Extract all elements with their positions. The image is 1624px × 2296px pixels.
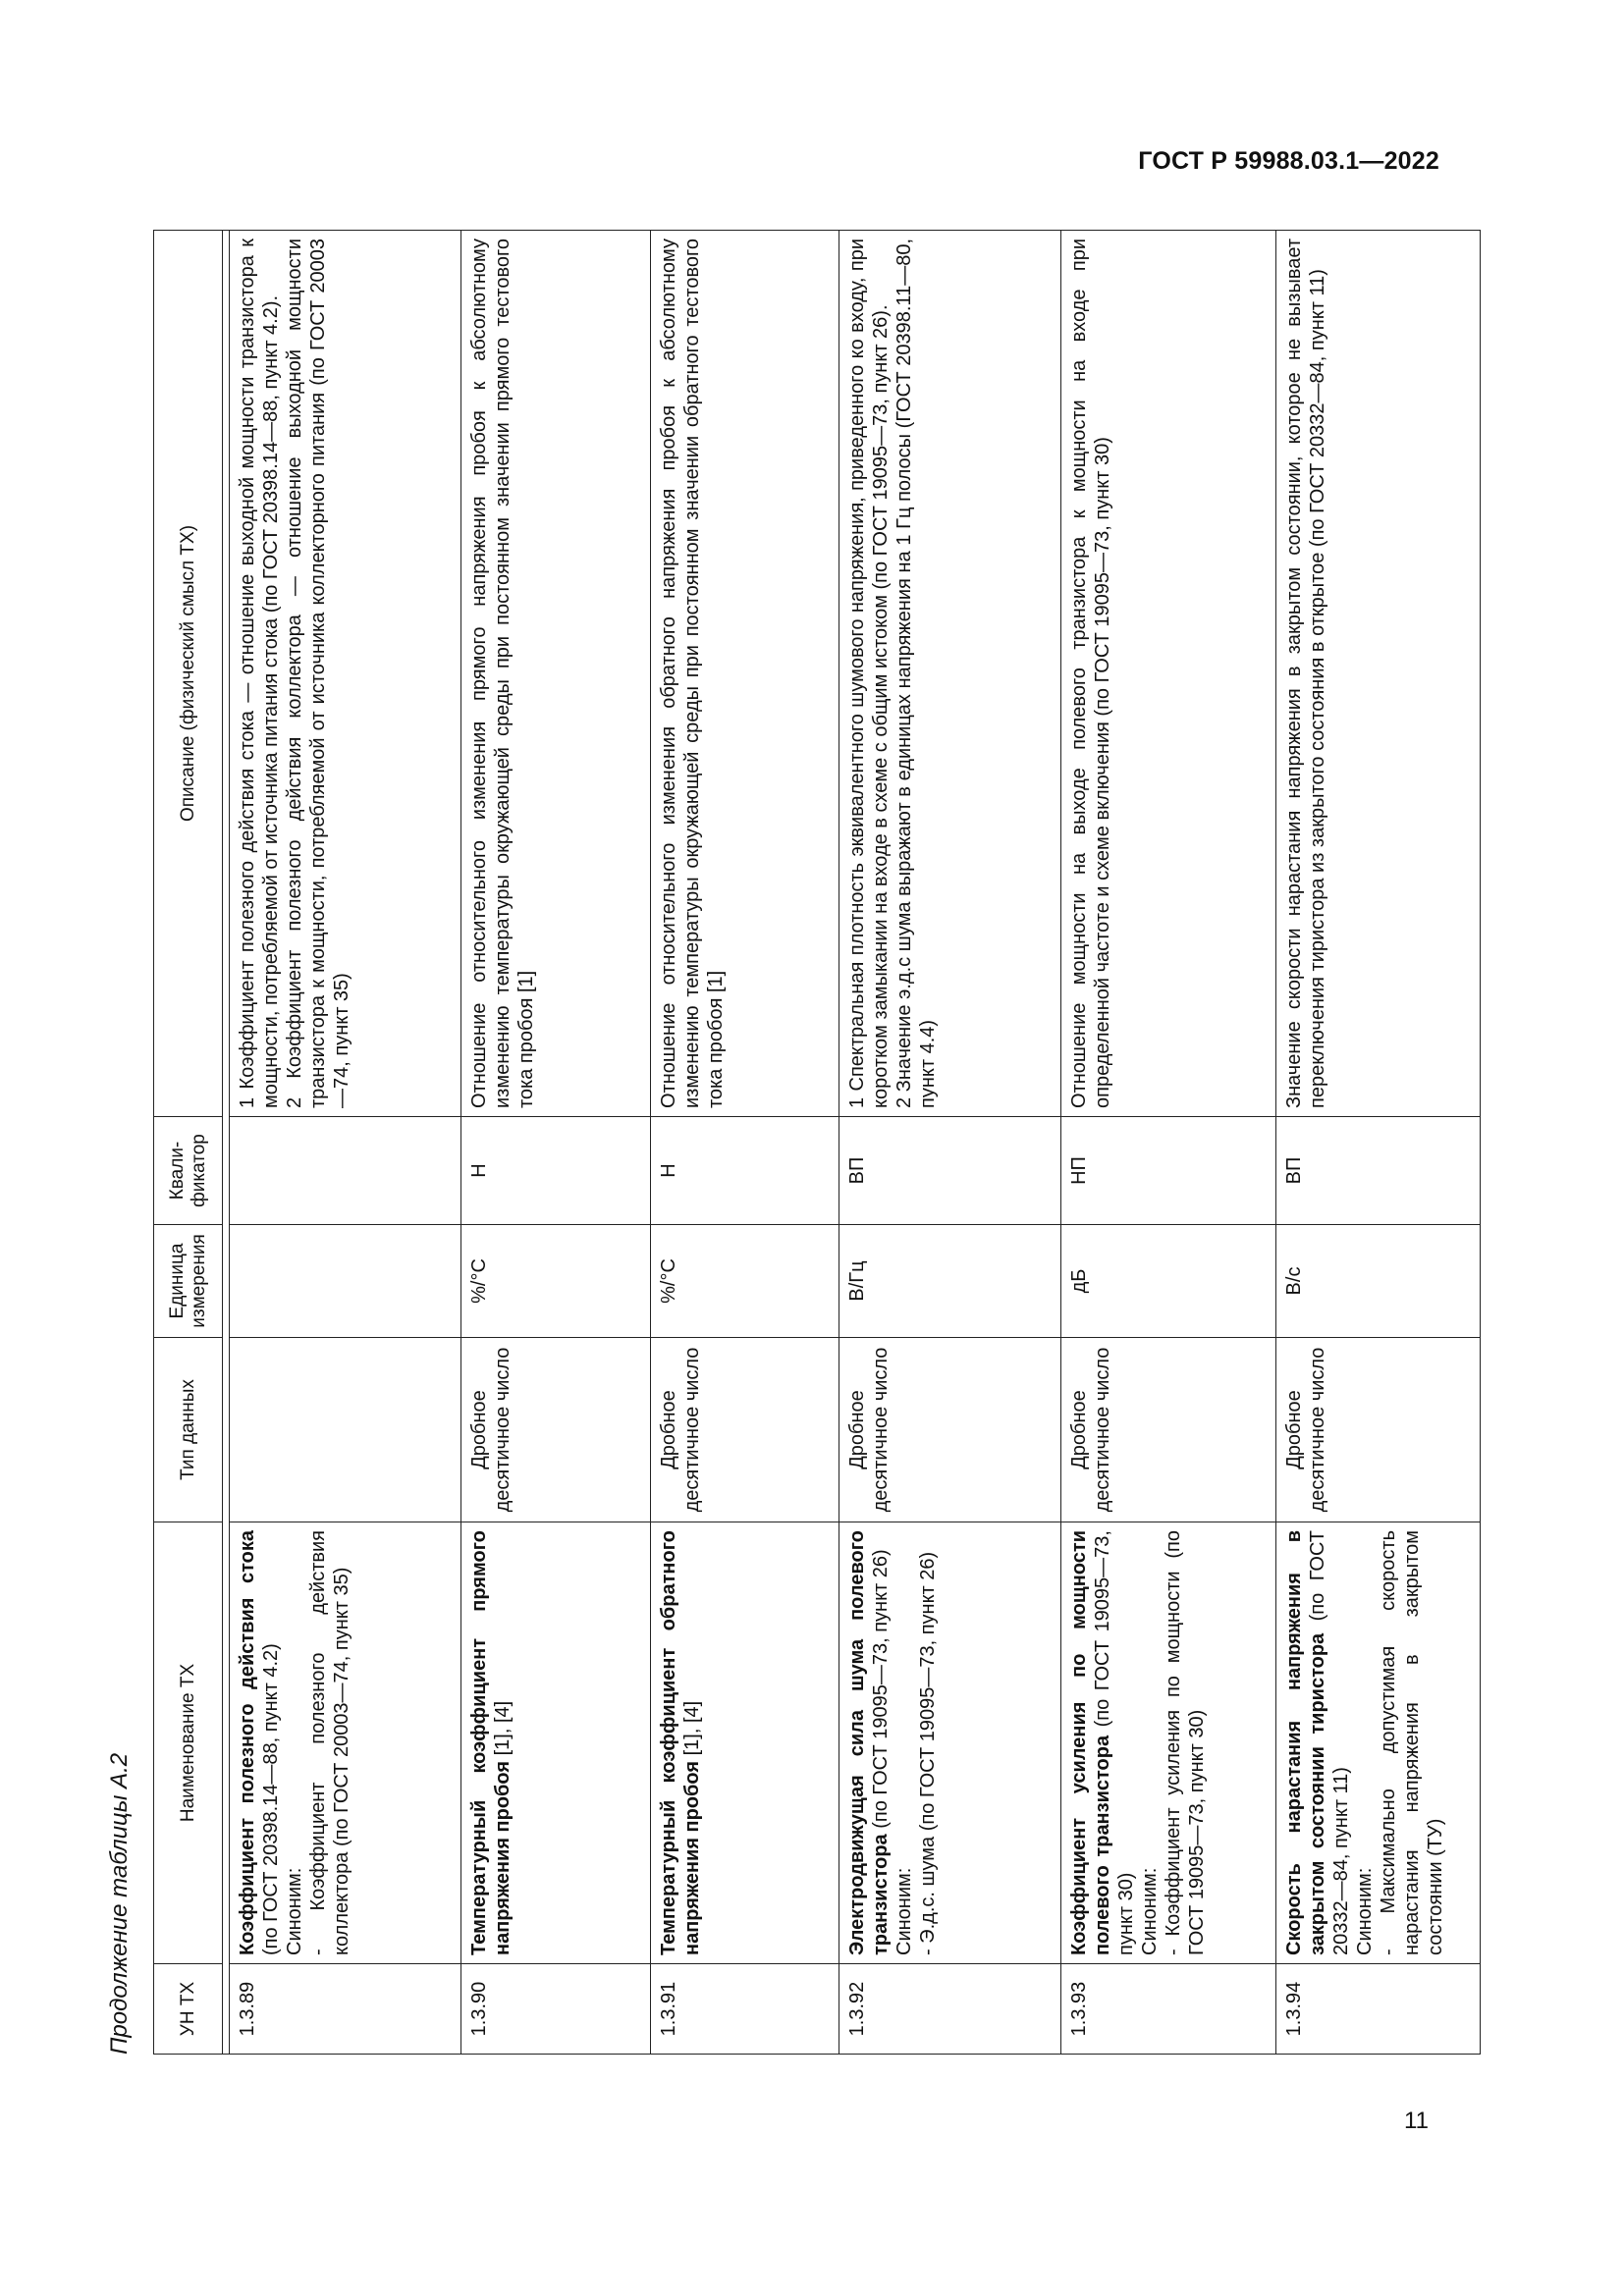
description-paragraph: 2 Коэффициент полезного действия коллектора — отношение выходной мощности транзистора к мощности, потребляемой от источника коллекторного питания (по ГОСТ 20003—74, пункт 35) <box>284 239 352 1108</box>
synonym-label: Синоним: <box>1353 1867 1376 1955</box>
row-name-cell <box>230 1522 461 1964</box>
row-name <box>1282 1530 1353 1955</box>
row-qualifier-cell: ВП <box>1275 1117 1480 1225</box>
document-code: ГОСТ Р 59988.03.1—2022 <box>1138 147 1439 175</box>
row-code-cell: 1.3.89 <box>230 1964 461 2055</box>
row-name-bold: Скорость нарастания напряжения в закрытом состоянии тиристора <box>1282 1530 1328 1955</box>
synonym-label: Синоним: <box>1139 1867 1162 1955</box>
row-description-cell <box>461 231 650 1117</box>
row-name-reference: (по ГОСТ 19095—73, пункт 26) <box>869 1549 892 1835</box>
row-name-reference: (по ГОСТ 20398.14—88, пункт 4.2) <box>260 1643 282 1955</box>
synonym-item: - Коэффициент полезного действия коллектора (по ГОСТ 20003—74, пункт 35) <box>307 1530 352 1955</box>
row-qualifier-cell: ВП <box>839 1117 1060 1225</box>
row-name <box>236 1530 283 1955</box>
row-name <box>1067 1530 1138 1955</box>
description-paragraph: Отношение относительного изменения обратного напряжения пробоя к абсолютному изменению температуры окружающей среды при постоянном значении обратного тестового тока пробоя [1] <box>657 239 727 1108</box>
description-paragraph: 1 Спектральная плотность эквивалентного шумового напряжения, приведенного ко входу, при коротком замыкании на входе в схеме с общим истоком (по ГОСТ 19095—73, пункт 26). <box>845 239 892 1108</box>
row-description-cell <box>230 231 461 1117</box>
column-header-unit: Единица измерения <box>154 1225 223 1338</box>
synonym-item: - Коэффициент усиления по мощности (по ГОСТ 19095—73, пункт 30) <box>1163 1530 1209 1955</box>
table-row <box>230 231 461 2055</box>
row-unit-cell: %/°С <box>650 1225 839 1338</box>
synonym-item: - Максимально допустимая скорость нарастания напряжения в закрытом состоянии (ТУ) <box>1377 1530 1446 1955</box>
column-header-name: Наименование ТХ <box>154 1522 223 1964</box>
row-name-reference: [1], [4] <box>492 1700 514 1761</box>
row-name-reference: (по ГОСТ 19095—73, пункт 30) <box>1092 1530 1138 1955</box>
column-header-type: Тип данных <box>154 1338 223 1522</box>
row-unit-cell: дБ <box>1061 1225 1275 1338</box>
synonym-item: - Э.д.с. шума (по ГОСТ 19095—73, пункт 26) <box>916 1551 939 1955</box>
row-name-bold: Температурный коэффициент обратного напряжения пробоя <box>657 1530 703 1955</box>
row-description-cell <box>1275 231 1480 1117</box>
description-paragraph: Отношение мощности на выходе полевого транзистора к мощности на входе при определенной частоте и схеме включения (по ГОСТ 19095—73, пункт 30) <box>1068 239 1114 1108</box>
description-paragraph: 1 Коэффициент полезного действия стока — отношение выходной мощности транзистора к мощности, потребляемой от источника питания стока (по ГОСТ 20398.14—88, пункт 4.2). <box>237 239 282 1108</box>
row-code-cell: 1.3.93 <box>1061 1964 1275 2055</box>
row-qualifier-cell <box>230 1117 461 1225</box>
row-description-cell <box>1061 231 1275 1117</box>
table-header <box>154 231 223 2055</box>
table-row <box>1061 231 1275 2055</box>
row-name-reference: (по ГОСТ 20332—84, пункт 11) <box>1306 1530 1352 1955</box>
synonym-label: Синоним: <box>284 1867 305 1955</box>
table-caption: Продолжение таблицы А.2 <box>106 1752 133 2055</box>
row-unit-cell: В/с <box>1275 1225 1480 1338</box>
row-qualifier-cell: Н <box>650 1117 839 1225</box>
row-unit-cell: В/Гц <box>839 1225 1060 1338</box>
row-name-bold: Коэффициент полезного действия стока <box>237 1530 258 1955</box>
description-paragraph: Значение скорости нарастания напряжения в закрытом состоянии, которое не вызывает переключения тиристора из закрытого состояния в открытое (по ГОСТ 20332—84, пункт 11) <box>1282 239 1328 1108</box>
row-name-bold: Температурный коэффициент прямого напряжения пробоя <box>468 1530 514 1955</box>
table-row <box>839 231 1060 2055</box>
row-unit-cell <box>230 1225 461 1338</box>
row-type-cell: Дробное десятичное число <box>650 1338 839 1522</box>
row-qualifier-cell: НП <box>1061 1117 1275 1225</box>
page-number: 11 <box>1404 2108 1429 2134</box>
row-type-cell: Дробное десятичное число <box>461 1338 650 1522</box>
table-row <box>650 231 839 2055</box>
row-type-cell: Дробное десятичное число <box>839 1338 1060 1522</box>
table-row <box>1275 231 1480 2055</box>
table-row <box>461 231 650 2055</box>
row-code-cell: 1.3.91 <box>650 1964 839 2055</box>
row-type-cell: Дробное десятичное число <box>1061 1338 1275 1522</box>
row-name-cell <box>839 1522 1060 1964</box>
row-code-cell: 1.3.94 <box>1275 1964 1480 2055</box>
column-header-code: УН ТХ <box>154 1964 223 2055</box>
header-gap-row <box>223 231 230 2055</box>
description-paragraph: Отношение относительного изменения прямого напряжения пробоя к абсолютному изменению температуры окружающей среды при постоянном значении прямого тестового тока пробоя [1] <box>468 239 538 1108</box>
rotated-table-container <box>106 231 1481 2055</box>
spec-table <box>153 230 1481 2055</box>
row-code-cell: 1.3.92 <box>839 1964 1060 2055</box>
table-body <box>223 231 1481 2055</box>
row-unit-cell: %/°С <box>461 1225 650 1338</box>
row-description-cell <box>650 231 839 1117</box>
row-qualifier-cell: Н <box>461 1117 650 1225</box>
synonym-label: Синоним: <box>893 1867 915 1955</box>
row-name <box>845 1530 893 1955</box>
description-paragraph: 2 Значение э.д.с шума выражают в единицах напряжения на 1 Гц полосы (ГОСТ 20398.11—80, пункт 4.4) <box>893 239 939 1108</box>
column-header-description: Описание (физический смысл ТХ) <box>154 231 223 1117</box>
row-name-cell <box>1061 1522 1275 1964</box>
column-header-qualifier: Квали-фикатор <box>154 1117 223 1225</box>
row-type-cell <box>230 1338 461 1522</box>
row-name-bold: Коэффициент усиления по мощности полевого транзистора <box>1068 1530 1114 1955</box>
row-name-cell <box>1275 1522 1480 1964</box>
row-name-cell <box>650 1522 839 1964</box>
row-name-reference: [1], [4] <box>680 1700 703 1761</box>
row-code-cell: 1.3.90 <box>461 1964 650 2055</box>
row-name <box>467 1530 514 1955</box>
row-description-cell <box>839 231 1060 1117</box>
row-name-cell <box>461 1522 650 1964</box>
row-name-bold: Электродвижущая сила шума полевого транзистора <box>845 1530 892 1955</box>
row-name <box>657 1530 704 1955</box>
row-type-cell: Дробное десятичное число <box>1275 1338 1480 1522</box>
